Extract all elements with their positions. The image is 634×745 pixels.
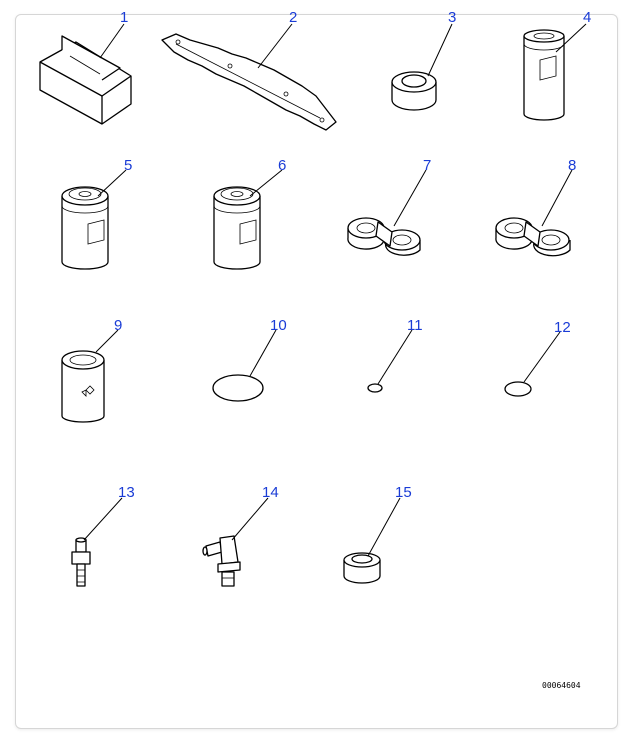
leader-5: [98, 170, 126, 196]
leader-3: [428, 24, 452, 76]
part-5-filter[interactable]: [62, 187, 108, 269]
callout-3[interactable]: 3: [448, 9, 457, 26]
callout-11[interactable]: 11: [407, 317, 423, 334]
part-12-oring[interactable]: [505, 382, 531, 396]
part-11-seal[interactable]: [368, 384, 382, 392]
part-8-banjo[interactable]: [496, 218, 570, 256]
leader-1: [100, 24, 124, 58]
callout-14[interactable]: 14: [262, 484, 279, 501]
callout-13[interactable]: 13: [118, 484, 135, 501]
leader-10: [250, 330, 276, 376]
callout-5[interactable]: 5: [124, 157, 133, 174]
part-3-ring[interactable]: [392, 72, 436, 110]
part-4-filter[interactable]: [524, 30, 564, 120]
callout-7[interactable]: 7: [423, 157, 432, 174]
part-6-filter[interactable]: [214, 187, 260, 269]
leader-7: [394, 170, 426, 226]
leader-13: [84, 498, 122, 540]
part-10-oring[interactable]: [213, 375, 263, 401]
part-2-gasket[interactable]: [162, 34, 336, 130]
part-1-box[interactable]: [40, 36, 131, 124]
drawing-reference: 00064604: [542, 681, 581, 690]
callout-15[interactable]: 15: [395, 484, 412, 501]
leader-8: [542, 170, 572, 226]
callout-2[interactable]: 2: [289, 9, 298, 26]
leader-2: [258, 24, 292, 68]
part-15-bushing[interactable]: [344, 553, 380, 583]
callout-6[interactable]: 6: [278, 157, 287, 174]
callout-12[interactable]: 12: [554, 319, 571, 336]
callout-8[interactable]: 8: [568, 157, 577, 174]
callout-1[interactable]: 1: [120, 9, 129, 26]
leader-12: [524, 332, 560, 382]
part-7-banjo[interactable]: [348, 218, 420, 255]
leader-14: [232, 498, 268, 540]
leader-15: [368, 498, 400, 556]
callout-9[interactable]: 9: [114, 317, 123, 334]
part-14-angled-nipple[interactable]: [203, 536, 240, 586]
leader-11: [378, 330, 412, 384]
callout-10[interactable]: 10: [270, 317, 287, 334]
callout-4[interactable]: 4: [583, 9, 592, 26]
part-9-element[interactable]: [62, 351, 104, 422]
part-13-nipple[interactable]: [72, 538, 90, 586]
